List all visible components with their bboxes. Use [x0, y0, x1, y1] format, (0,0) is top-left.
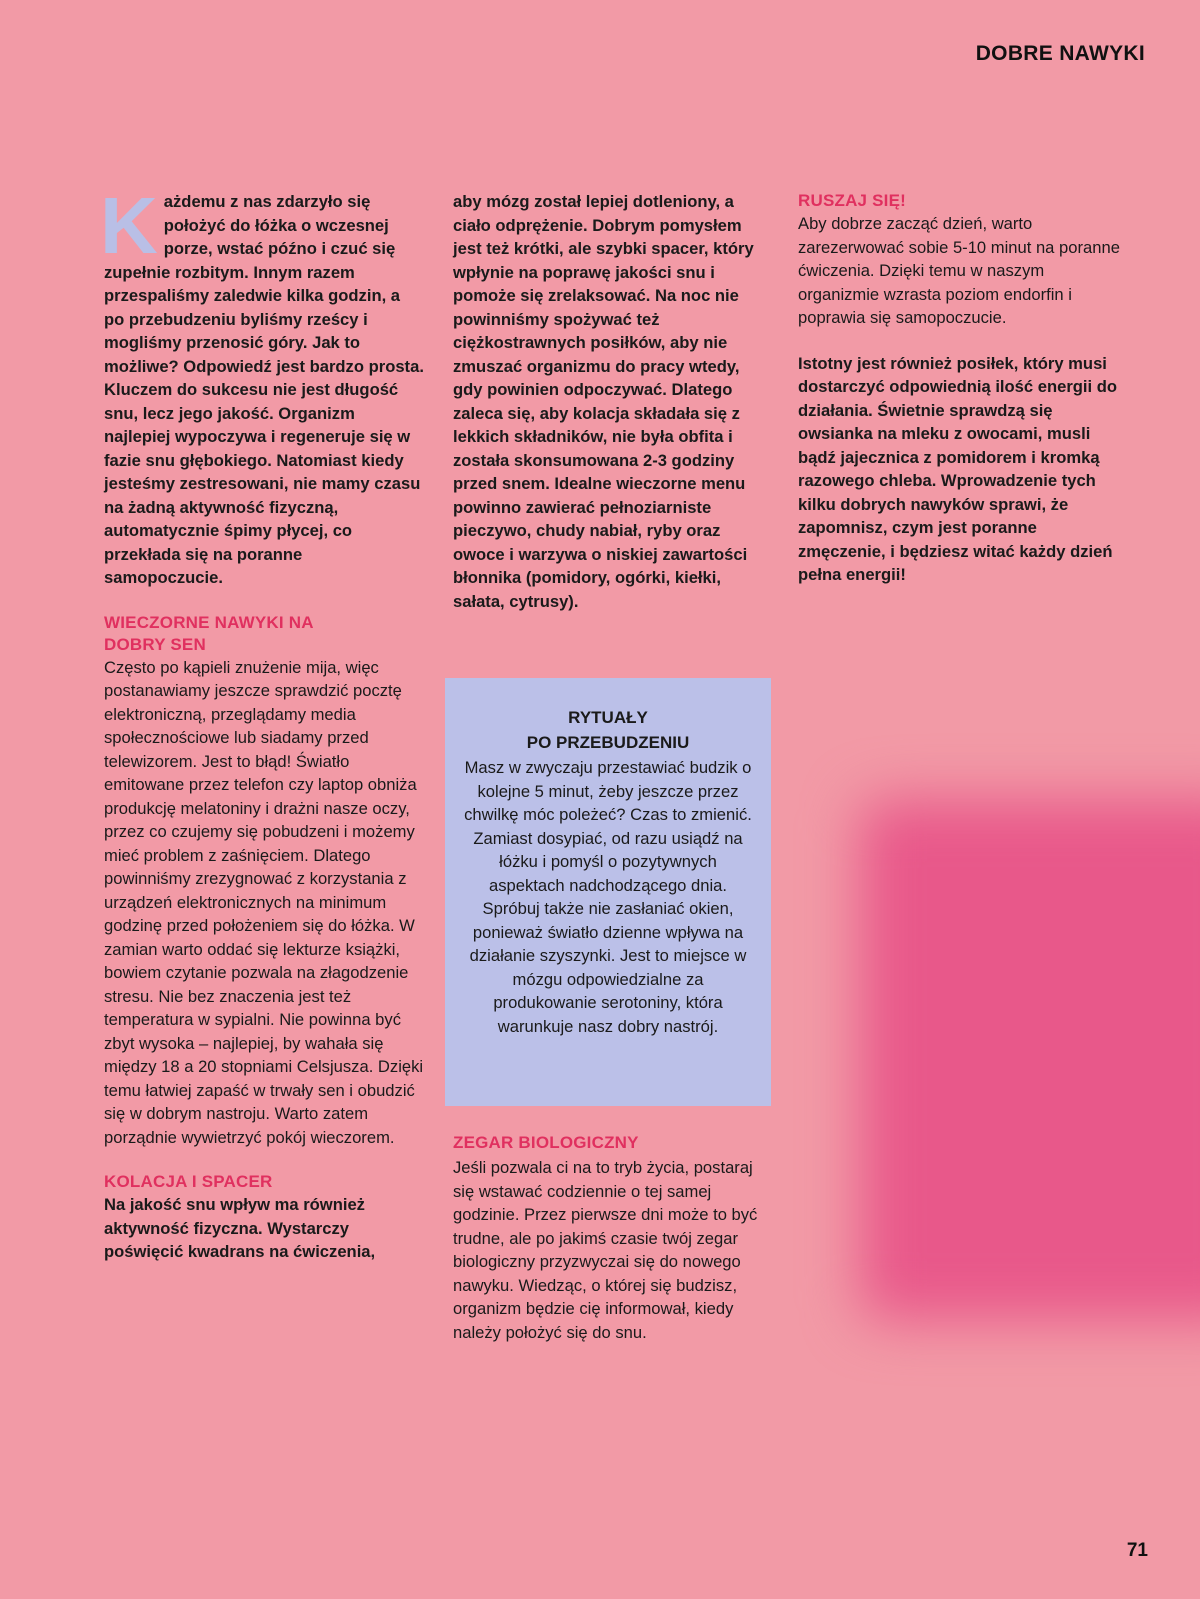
box-text: Masz w zwyczaju przestawiać budzik o kolejne 5 minut, żeby jeszcze przez chwilkę móc poleżeć? Czas to zmienić. Zamiast dosypiać, od razu usiądź na łóżku i pomyśl o pozytywnych aspektach nadchodzącego dnia. Spróbuj także nie zasłaniać okien, ponieważ światło dzienne wpływa na działanie szyszynki. Jest to miejsce w mózgu odpowiedzialne za produkowanie serotoniny, która warunkuje nasz dobry nastrój. — [464, 758, 752, 1036]
intro-text: ażdemu z nas zdarzyło się położyć do łóżka o wczesnej porze, wstać późno i czuć się zupełnie rozbitym. Innym razem przespaliśmy zaledwie kilka godzin, a po przebudzeniu byliśmy rześcy i mogliśmy przenosić góry. Jak to możliwe? Odpowiedź jest bardzo prosta. Kluczem do sukcesu nie jest długość snu, lecz jego jakość. Organizm najlepiej wypoczywa i regeneruje się w fazie snu głębokiego. Natomiast kiedy jesteśmy zestresowani, nie mamy czasu na żadną aktywność fizyczną, automatycznie śpimy płycej, co przekłada się na poranne samopoczucie. — [104, 192, 424, 587]
decorative-pink-blob — [860, 800, 1200, 1320]
move-text-bold: Istotny jest również posiłek, który musi dostarczyć odpowiednią ilość energii do działania. Świetnie sprawdzą się owsianka na mleku z owocami, musli bądź jajecznica z pomidorem i kromką razowego chleba. Wprowadzenie tych kilku dobrych nawyków sprawi, że zapomnisz, czym jest poranne zmęczenie, i będziesz witać każdy dzień pełna energii! — [798, 353, 1118, 584]
clock-text: Jeśli pozwala ci na to tryb życia, postaraj się wstawać codziennie o tej samej godzinie. Przez pierwsze dni może to być trudne, ale po jakimś czasie twój zegar biologiczny przyzwyczai się do nowego nawyku. Wiedząc, o której się budzisz, organizm będzie cię informował, kiedy należy położyć się do snu. — [453, 1158, 758, 1342]
move-heading: RUSZAJ SIĘ! — [798, 191, 906, 210]
dinner-heading: KOLACJA I SPACER — [104, 1172, 273, 1191]
evening-heading: WIECZORNE NAWYKI NA DOBRY SEN — [104, 612, 314, 654]
rituals-box — [445, 678, 771, 1106]
intro-paragraph — [100, 181, 424, 590]
move-text: Aby dobrze zacząć dzień, warto zarezerwować sobie 5-10 minut na poranne ćwiczenia. Dzięki temu w naszym organizmie wzrasta poziom endorfin i poprawia się samopoczucie. — [798, 214, 1120, 327]
box-title-line2: PO PRZEBUDZENIU — [526, 733, 690, 752]
box-title-line1: RYTUAŁY — [568, 708, 648, 727]
section-label: DOBRE NAWYKI — [975, 42, 1145, 65]
dinner-text-part2: aby mózg został lepiej dotleniony, a ciało odprężenie. Dobrym pomysłem jest też krótki, ale szybki spacer, który wpłynie na poprawę jakości snu i pomoże się zrelaksować. Na noc nie powinniśmy spożywać też ciężkostrawnych posiłków, aby nie zmuszać organizmu do pracy wtedy, gdy powinien odpoczywać. Dlatego zaleca się, aby kolacja składała się z lekkich składników, nie była obfita i została skonsumowana 2-3 godziny przed snem. Idealne wieczorne menu powinno zawierać pełnoziarniste pieczywo, chudy nabiał, ryby oraz owoce i warzywa o niskiej zawartości błonnika (pomidory, ogórki, kiełki, sałata, cytrusy). — [453, 192, 754, 611]
page-number: 71 — [1126, 1540, 1148, 1561]
column-right — [798, 190, 1128, 587]
column-left — [100, 181, 424, 1264]
drop-cap: K — [100, 181, 158, 270]
dinner-text-part1: Na jakość snu wpływ ma również aktywność fizyczna. Wystarczy poświęcić kwadrans na ćwiczenia, — [104, 1195, 376, 1261]
clock-heading: ZEGAR BIOLOGICZNY — [453, 1133, 639, 1152]
evening-text: Często po kąpieli znużenie mija, więc postanawiamy jeszcze sprawdzić pocztę elektroniczną, przeglądamy media społecznościowe lub siadamy przed telewizorem. Jest to błąd! Światło emitowane przez telefon czy laptop obniża produkcję melatoniny i drażni nasze oczy, przez co czujemy się pobudzeni i możemy mieć problem z zaśnięciem. Dlatego powinniśmy zrezygnować z korzystania z urządzeń elektronicznych na minimum godzinę przed położeniem się do łóżka. W zamian warto oddać się lekturze książki, bowiem czytanie pozwala na złagodzenie stresu. Nie bez znaczenia jest też temperatura w sypialni. Nie powinna być zbyt wysoka – najlepiej, by wahała się między 18 a 20 stopniami Celsjusza. Dzięki temu łatwiej zapaść w trwały sen i obudzić się w dobrym nastroju. Warto zatem porządnie wywietrzyć pokój wieczorem. — [104, 657, 424, 1147]
